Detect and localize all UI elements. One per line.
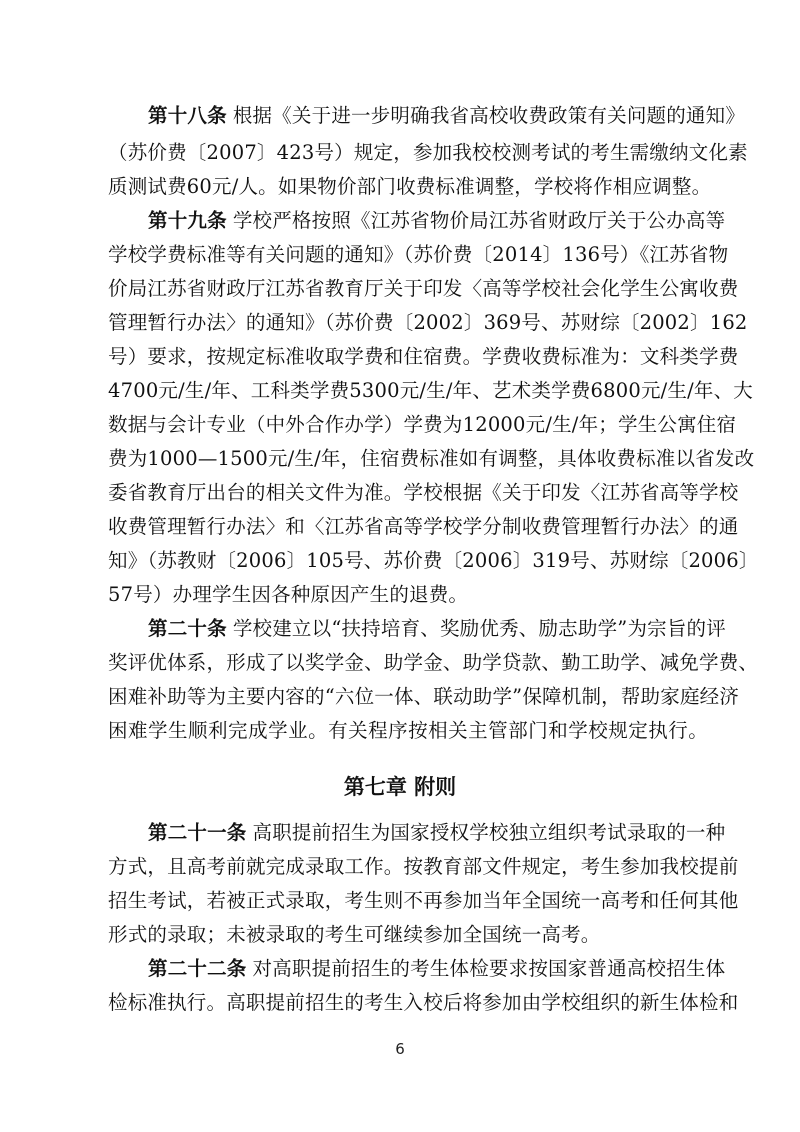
article-19-line-3: 价局江苏省财政厅江苏省教育厅关于印发〈高等学校社会化学生公寓收费	[108, 277, 739, 300]
article-22-line-1: 第二十二条 对高职提前招生的考生体检要求按国家普通高校招生体	[148, 957, 726, 980]
article-19-line-10: 收费管理暂行办法〉和〈江苏省高等学校学分制收费管理暂行办法〉的通	[108, 515, 739, 538]
article-21-line-1: 第二十一条 高职提前招生为国家授权学校独立组织考试录取的一种	[148, 821, 726, 844]
article-label: 第十八条	[148, 104, 227, 127]
article-19-line-9: 委省教育厅出台的相关文件为准。学校根据《关于印发〈江苏省高等学校	[108, 481, 739, 504]
article-label: 第二十一条	[148, 821, 247, 844]
article-22-line-2: 检标准执行。高职提前招生的考生入校后将参加由学校组织的新生体检和	[108, 991, 739, 1014]
article-19-line-1: 第十九条 学校严格按照《江苏省物价局江苏省财政厅关于公办高等	[148, 209, 726, 232]
article-21-line-3: 招生考试，若被正式录取，考生则不再参加当年全国统一高考和任何其他	[108, 889, 739, 912]
article-label: 第二十二条	[148, 957, 247, 980]
page-number: 6	[395, 1040, 405, 1058]
article-21-line-2: 方式，且高考前就完成录取工作。按教育部文件规定，考生参加我校提前	[108, 855, 739, 878]
article-20-line-4: 困难学生顺利完成学业。有关程序按相关主管部门和学校规定执行。	[108, 719, 708, 742]
article-18-line-1: 第十八条 根据《关于进一步明确我省高校收费政策有关问题的通知》	[148, 104, 746, 127]
article-18-line-2: （苏价费〔2007〕423号）规定，参加我校校测考试的考生需缴纳文化素	[108, 141, 748, 164]
article-21-line-4: 形式的录取；未被录取的考生可继续参加全国统一高考。	[108, 923, 601, 946]
article-19-line-5: 号）要求，按规定标准收取学费和住宿费。学费收费标准为：文科类学费	[108, 345, 739, 368]
article-19-line-2: 学校学费标准等有关问题的通知》（苏价费〔2014〕136号）《江苏省物	[108, 243, 729, 266]
article-label: 第二十条	[148, 617, 227, 640]
article-19-line-11: 知》（苏教财〔2006〕105号、苏价费〔2006〕319号、苏财综〔2006〕	[108, 549, 759, 572]
article-19-line-6: 4700元/生/年、工科类学费5300元/生/年、艺术类学费6800元/生/年、大	[108, 379, 753, 402]
article-18-line-3: 质测试费60元/人。如果物价部门收费标准调整，学校将作相应调整。	[108, 175, 712, 198]
article-20-line-2: 奖评优体系，形成了以奖学金、助学金、助学贷款、勤工助学、减免学费、	[108, 651, 759, 674]
article-19-line-7: 数据与会计专业（中外合作办学）学费为12000元/生/年；学生公寓住宿	[108, 413, 737, 436]
article-19-line-4: 管理暂行办法〉的通知》（苏价费〔2002〕369号、苏财综〔2002〕162	[108, 311, 748, 334]
article-19-line-8: 费为1000—1500元/生/年，住宿费标准如有调整，具体收费标准以省发改	[108, 447, 755, 470]
article-20-line-1: 第二十条 学校建立以“扶持培育、奖励优秀、励志助学”为宗旨的评	[148, 617, 726, 640]
chapter-heading: 第七章 附则	[343, 775, 457, 799]
article-label: 第十九条	[148, 209, 227, 232]
article-20-line-3: 困难补助等为主要内容的“六位一体、联动助学”保障机制，帮助家庭经济	[108, 685, 740, 708]
article-19-line-12: 57号）办理学生因各种原因产生的退费。	[108, 583, 469, 606]
